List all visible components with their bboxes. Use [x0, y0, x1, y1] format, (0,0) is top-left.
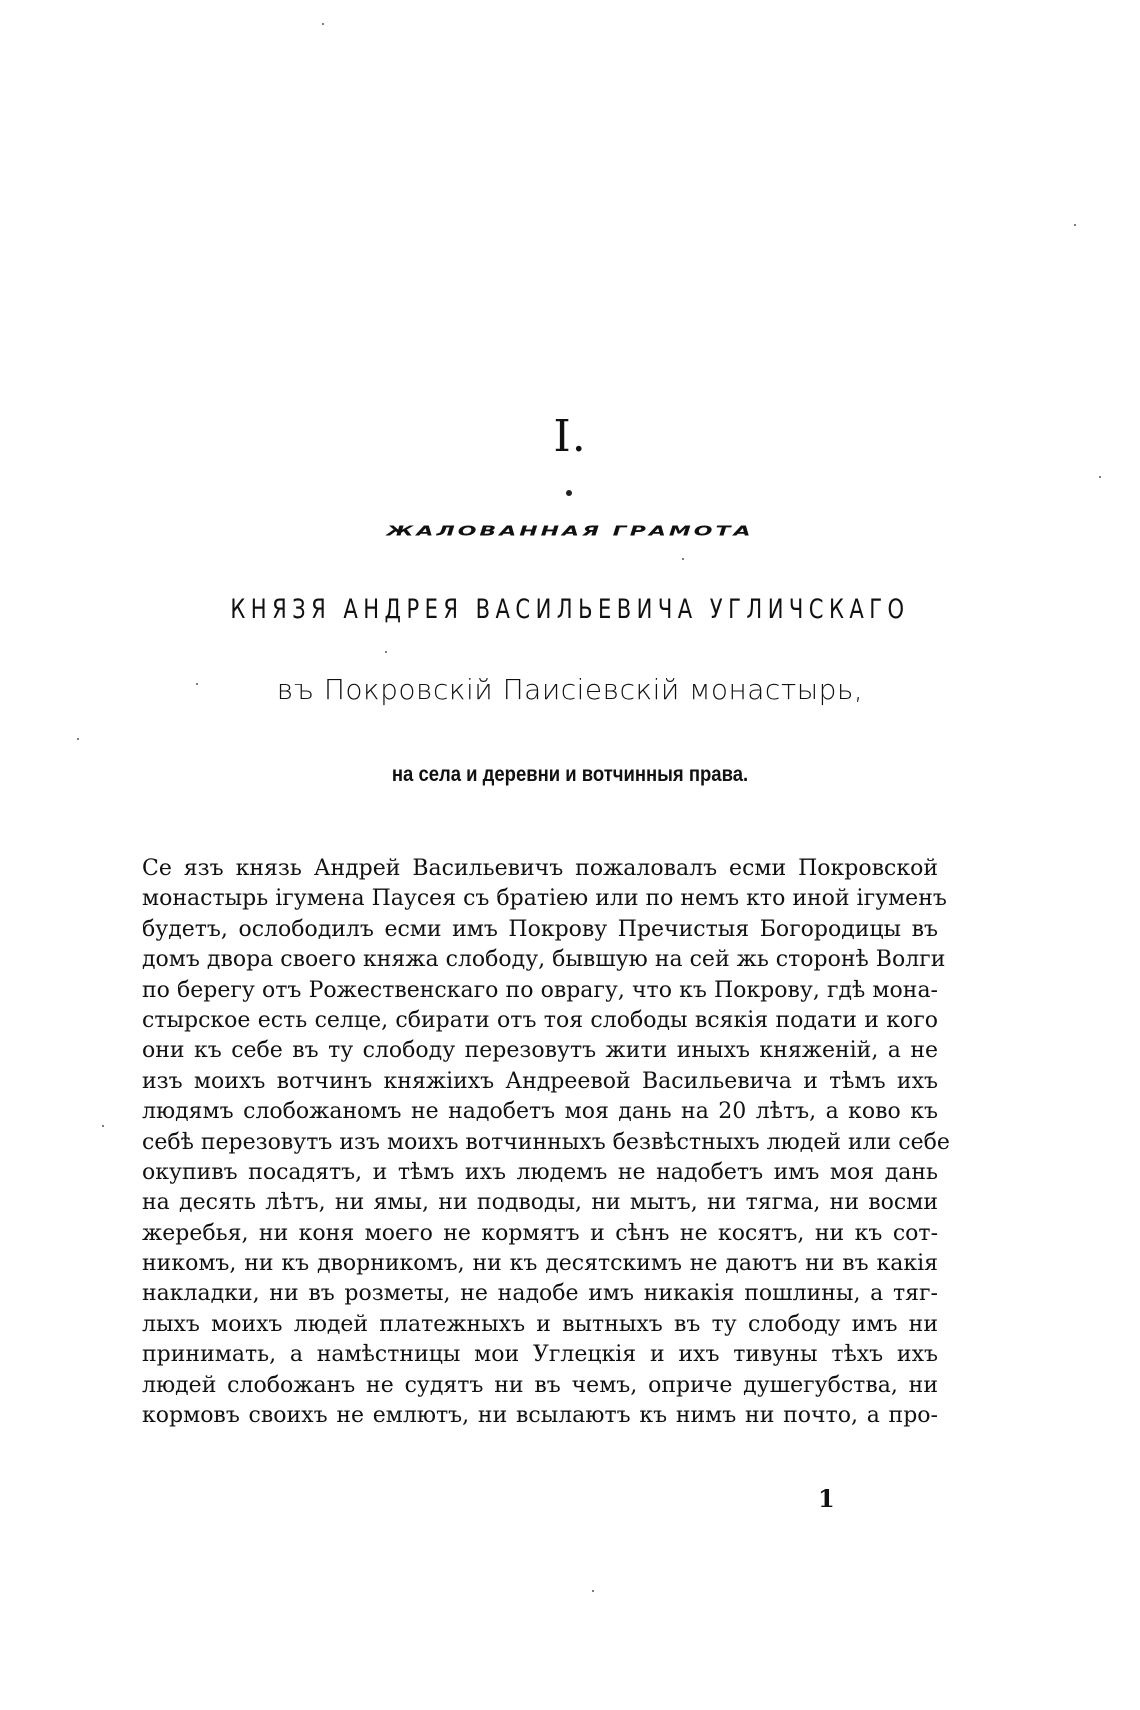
body-line: себѣ перезовутъ изъ моихъ вотчинныхъ безвѣстныхъ людей или себе: [142, 1129, 950, 1155]
scan-speck: [592, 1590, 594, 1592]
body-line: людямъ слобожаномъ не надобетъ моя дань на 20 лѣтъ, а ково къ: [142, 1099, 938, 1125]
body-line: людей слобожанъ не судятъ ни въ чемъ, опричe душегубства, ни: [142, 1372, 938, 1398]
page-number: 1: [818, 1484, 835, 1513]
body-line: они къ себе въ ту слободу перезовутъ жити иныхъ княженій, а не: [142, 1038, 938, 1064]
body-line: окупивъ посадятъ, и тѣмъ ихъ людемъ не надобетъ имъ моя дань: [142, 1159, 938, 1185]
scan-speck: [1074, 224, 1076, 226]
body-line: домъ двора своего княжа слободу, бывшую на сей жь сторонѣ Волги: [142, 947, 946, 973]
scan-speck: [1099, 476, 1101, 478]
body-line: монастырь ігумена Паусея съ братіею или по немъ кто иной ігуменъ: [142, 886, 947, 912]
body-line: по берегу отъ Рожественскаго по оврагу, что къ Покрову, гдѣ мона-: [142, 977, 938, 1003]
body-line: жеребья, ни коня моего не кормятъ и сѣнъ не косятъ, ни къ сот-: [142, 1220, 938, 1246]
prince-subtitle: КНЯЗЯ АНДРЕЯ ВАСИЛЬЕВИЧА УГЛИЧСКАГО: [230, 594, 910, 625]
scan-speck: [196, 683, 198, 685]
scan-speck: [322, 23, 324, 25]
body-line: будетъ, ослободилъ есми имъ Покрову Пречистыя Богородицы въ: [142, 916, 938, 942]
scan-speck: [682, 558, 684, 560]
chapter-numeral: I.: [553, 411, 587, 462]
body-line: на десять лѣтъ, ни ямы, ни подводы, ни мытъ, ни тягма, ни восми: [142, 1190, 938, 1216]
body-line: накладки, ни въ розметы, не надобе имъ никакія пошлины, а тяг-: [142, 1281, 938, 1307]
scan-speck: [77, 738, 79, 740]
body-line: Се язъ князь Андрей Васильевичъ пожаловалъ есми Покровской: [142, 856, 938, 881]
scan-speck: [385, 651, 387, 653]
subject-subtitle: на села и деревни и вотчинныя права.: [391, 763, 749, 786]
body-text: [142, 854, 950, 1431]
body-line: лыхъ моихъ людей платежныхъ и вытныхъ въ ту слободу имъ ни: [142, 1311, 938, 1337]
body-line: изъ моихъ вотчинъ княжіихъ Андреевой Васильевича и тѣмъ ихъ: [142, 1068, 938, 1094]
document-title: ЖАЛОВАННАЯ ГРАМОТА: [386, 523, 754, 540]
body-line: стырское есть селце, сбирати отъ тоя слободы всякія подати и кого: [142, 1007, 938, 1033]
body-line: кормовъ своихъ не емлютъ, ни всылаютъ къ нимъ ни почто, а про-: [142, 1403, 938, 1429]
body-line: принимать, а намѣстницы мои Углецкія и ихъ тивуны тѣхъ ихъ: [142, 1342, 938, 1368]
ornament-dot: [566, 490, 572, 496]
monastery-subtitle: въ Покровскій Паисіевскій монастырь,: [276, 673, 864, 706]
scan-speck: [102, 1125, 104, 1127]
body-line: никомъ, ни къ дворникомъ, ни къ десятскимъ не даютъ ни въ какія: [142, 1251, 938, 1277]
